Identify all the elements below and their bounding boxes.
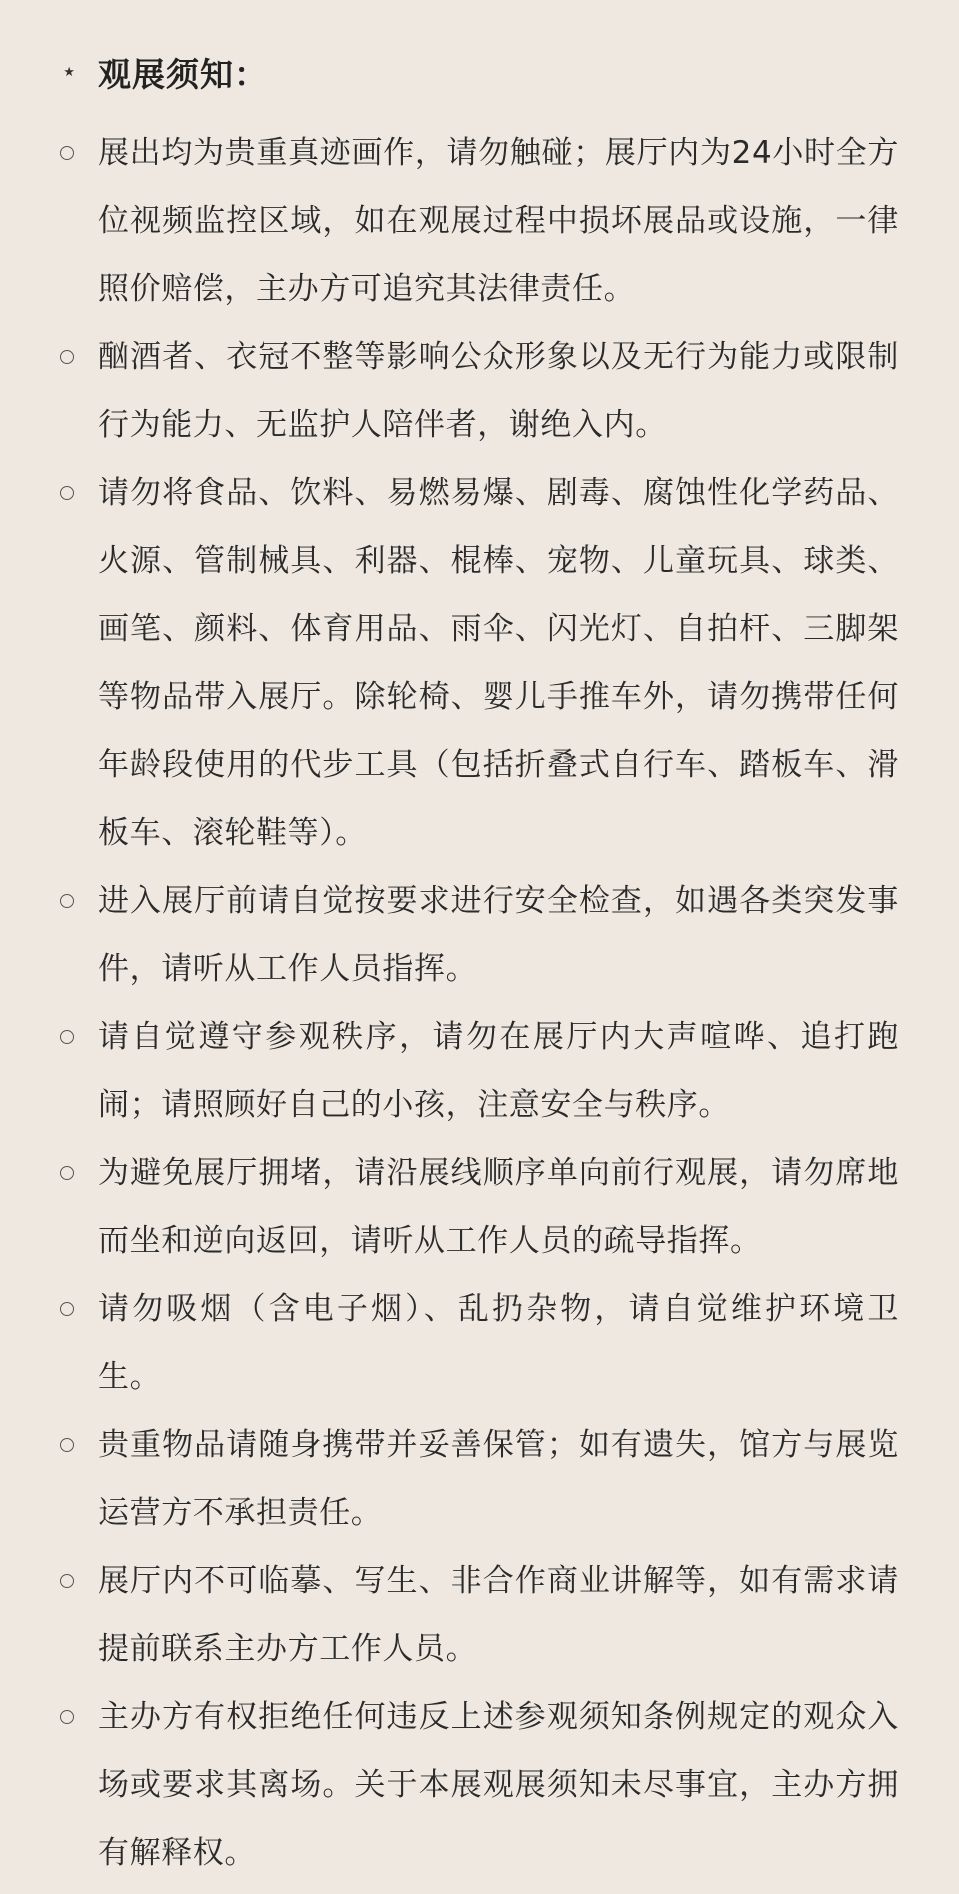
list-item <box>55 1275 899 1411</box>
list-item <box>55 867 899 1003</box>
list-item-text: 展出均为贵重真迹画作，请勿触碰；展厅内为24小时全方位视频监控区域，如在观展过程中损坏展品或设施，一律照价赔偿，主办方可追究其法律责任。 <box>98 135 899 307</box>
list-item <box>55 1547 899 1683</box>
list-item <box>55 1003 899 1139</box>
list-item-text: 展厅内不可临摹、写生、非合作商业讲解等，如有需求请提前联系主办方工作人员。 <box>98 1563 899 1667</box>
list-item-text: 为避免展厅拥堵，请沿展线顺序单向前行观展，请勿席地而坐和逆向返回，请听从工作人员的疏导指挥。 <box>98 1155 899 1259</box>
notice-list <box>55 119 899 1887</box>
list-item <box>55 119 899 323</box>
list-item <box>55 1683 899 1887</box>
list-item-text: 请勿将食品、饮料、易燃易爆、剧毒、腐蚀性化学药品、火源、管制械具、利器、棍棒、宠物、儿童玩具、球类、画笔、颜料、体育用品、雨伞、闪光灯、自拍杆、三脚架等物品带入展厅。除轮椅、婴儿手推车外，请勿携带任何年龄段使用的代步工具（包括折叠式自行车、踏板车、滑板车、滚轮鞋等）。 <box>98 475 899 851</box>
notice-title: 观展须知： <box>98 54 268 94</box>
list-item <box>55 1411 899 1547</box>
circle-bullet-icon <box>55 1139 98 1207</box>
circle-bullet-icon <box>55 1683 98 1751</box>
circle-bullet-icon <box>55 459 98 527</box>
list-item <box>55 459 899 867</box>
circle-bullet-icon <box>55 1003 98 1071</box>
list-item-text: 酗酒者、衣冠不整等影响公众形象以及无行为能力或限制行为能力、无监护人陪伴者，谢绝入内。 <box>98 339 899 443</box>
circle-bullet-icon <box>55 867 98 935</box>
circle-bullet-icon <box>55 323 98 391</box>
circle-bullet-icon <box>55 1411 98 1479</box>
list-item-text: 进入展厅前请自觉按要求进行安全检查，如遇各类突发事件，请听从工作人员指挥。 <box>98 883 899 987</box>
list-item-text: 贵重物品请随身携带并妥善保管；如有遗失，馆方与展览运营方不承担责任。 <box>98 1427 899 1531</box>
notice-heading <box>55 50 899 94</box>
list-item-text: 请勿吸烟（含电子烟）、乱扔杂物，请自觉维护环境卫生。 <box>98 1291 899 1395</box>
list-item <box>55 323 899 459</box>
circle-bullet-icon <box>55 1547 98 1615</box>
circle-bullet-icon <box>55 1275 98 1343</box>
asterisk-icon: ⋆ <box>61 57 78 87</box>
list-item <box>55 1139 899 1275</box>
circle-bullet-icon <box>55 119 98 187</box>
list-item-text: 请自觉遵守参观秩序，请勿在展厅内大声喧哗、追打跑闹；请照顾好自己的小孩，注意安全与秩序。 <box>98 1019 899 1123</box>
list-item-text: 主办方有权拒绝任何违反上述参观须知条例规定的观众入场或要求其离场。关于本展观展须知未尽事宜，主办方拥有解释权。 <box>98 1699 899 1871</box>
